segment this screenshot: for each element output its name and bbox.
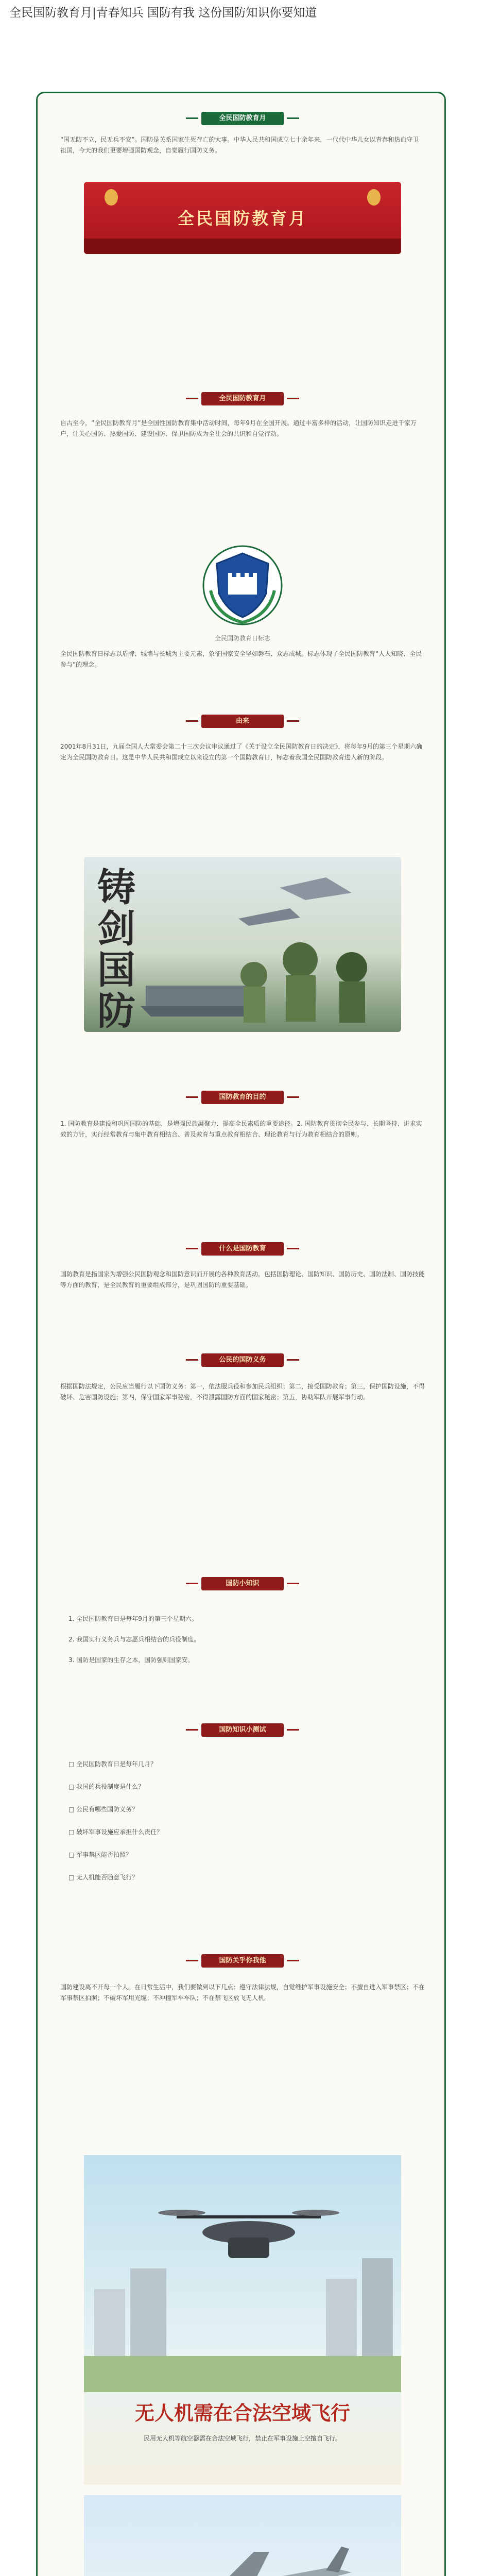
knowledge-item: 2. 我国实行义务兵与志愿兵相结合的兵役制度。 [68,1636,200,1643]
month-tag: 全民国防教育月 [201,392,284,405]
intro-paragraph: “国无防不立，民无兵不安”。国防是关系国家生死存亡的大事。中华人民共和国成立七十余年来，一代代中华儿女以青春和热血守卫祖国，今天的我们更要增强国防观念，自觉履行国防义务。 [60,136,419,154]
page-title: 全民国防教育月|青春知兵 国防有我 这份国防知识你要知道 [9,6,317,20]
knowledge-tag: 国防小知识 [201,1577,284,1590]
actions-paragraph: 国防建设离不开每一个人。在日常生活中，我们要做到以下几点：遵守法律法规，自觉维护军事设施安全；不擅自进入军事禁区；不在军事禁区拍照；不破坏军用光缆；不冲撞军车车队；不在禁飞区放飞无人机。 [60,1984,425,2002]
origin-tag: 由来 [201,715,284,728]
purpose-tag: 国防教育的目的 [201,1091,284,1104]
painting-calligraphy: 铸剑国防 [97,866,135,1032]
quiz-item[interactable]: □ 全民国防教育日是每年几月？ [68,1760,157,1768]
panel-subtitle: 民用无人机等航空器需在合法空域飞行，禁止在军事设施上空擅自飞行。 [143,2435,341,2442]
quiz-item[interactable]: □ 无人机能否随意飞行？ [68,1874,139,1881]
lantern-icon [367,189,381,206]
quiz-item[interactable]: □ 公民有哪些国防义务？ [68,1806,139,1813]
national-defense-banner [84,182,401,254]
actions-tag: 国防关乎你我他 [201,1954,284,1968]
panel-title: 无人机需在合法空域飞行 [134,2401,350,2425]
origin-paragraph: 2001年8月31日，九届全国人大常委会第二十三次会议审议通过了《关于设立全民国防教育日的决定》，将每年9月的第三个星期六确定为全民国防教育日。这是中华人民共和国成立以来设立的第一个国防教育日，标志着我国全民国防教育进入新的阶段。 [60,743,423,761]
quiz-item[interactable]: □ 军事禁区能否拍照？ [68,1851,132,1858]
emblem-paragraph: 全民国防教育日标志以盾牌、城墙与长城为主要元素，象征国家安全坚如磐石、众志成城。标志体现了全民国防教育“人人知晓、全民参与”的理念。 [60,650,422,668]
lantern-icon [105,189,118,206]
defense-painting [84,857,401,1032]
content-paragraph: 国防教育是指国家为增强公民国防观念和国防意识而开展的各种教育活动，包括国防理论、国防知识、国防历史、国防法制、国防技能等方面的教育，是全民教育的重要组成部分，是巩固国防的重要基础。 [60,1270,425,1289]
defense-emblem-icon [201,544,284,626]
knowledge-item: 1. 全民国防教育日是每年9月的第三个星期六。 [68,1615,198,1622]
purpose-paragraph: 1. 国防教育是建设和巩固国防的基础，是增强民族凝聚力、提高全民素质的重要途径。2. 国防教育贯彻全民参与、长期坚持、讲求实效的方针，实行经常教育与集中教育相结合、普及教育与重点教育相结合、理论教育与行为教育相结合的原则。 [60,1120,422,1138]
great-wall-silhouette [84,239,401,254]
quiz-tag: 国防知识小测试 [201,1723,284,1737]
emblem-caption: 全民国防教育日标志 [214,635,270,642]
intro-tag: 全民国防教育月 [201,112,284,125]
quiz-item[interactable]: □ 我国的兵役制度是什么？ [68,1783,145,1790]
panel-airport [84,2495,401,2576]
knowledge-item: 3. 国防是国家的生存之本，国防强则国家安。 [68,1656,194,1664]
panel-drone [84,2155,401,2485]
content-tag: 什么是国防教育 [201,1242,284,1256]
soldiers-illustration [84,857,401,1032]
drone-illustration [84,2155,401,2392]
quiz-item[interactable]: □ 破坏军事设施应承担什么责任？ [68,1828,163,1836]
fighter-jet-illustration [84,2495,401,2576]
duties-paragraph: 根据国防法规定，公民应当履行以下国防义务：第一，依法服兵役和参加民兵组织；第二，接受国防教育；第三，保护国防设施，不得破坏、危害国防设施；第四，保守国家军事秘密，不得泄露国防方面的国家秘密；第五，协助军队开展军事行动。 [60,1383,425,1401]
article-card [36,92,446,2576]
duties-tag: 公民的国防义务 [201,1353,284,1367]
month-paragraph: 自古至今，“全民国防教育月”是全国性国防教育集中活动时间，每年9月在全国开展。通过丰富多样的活动，让国防知识走进千家万户，让关心国防、热爱国防、建设国防、保卫国防成为全社会的共识和自觉行动。 [60,419,417,437]
banner-title: 全民国防教育月 [177,209,307,228]
